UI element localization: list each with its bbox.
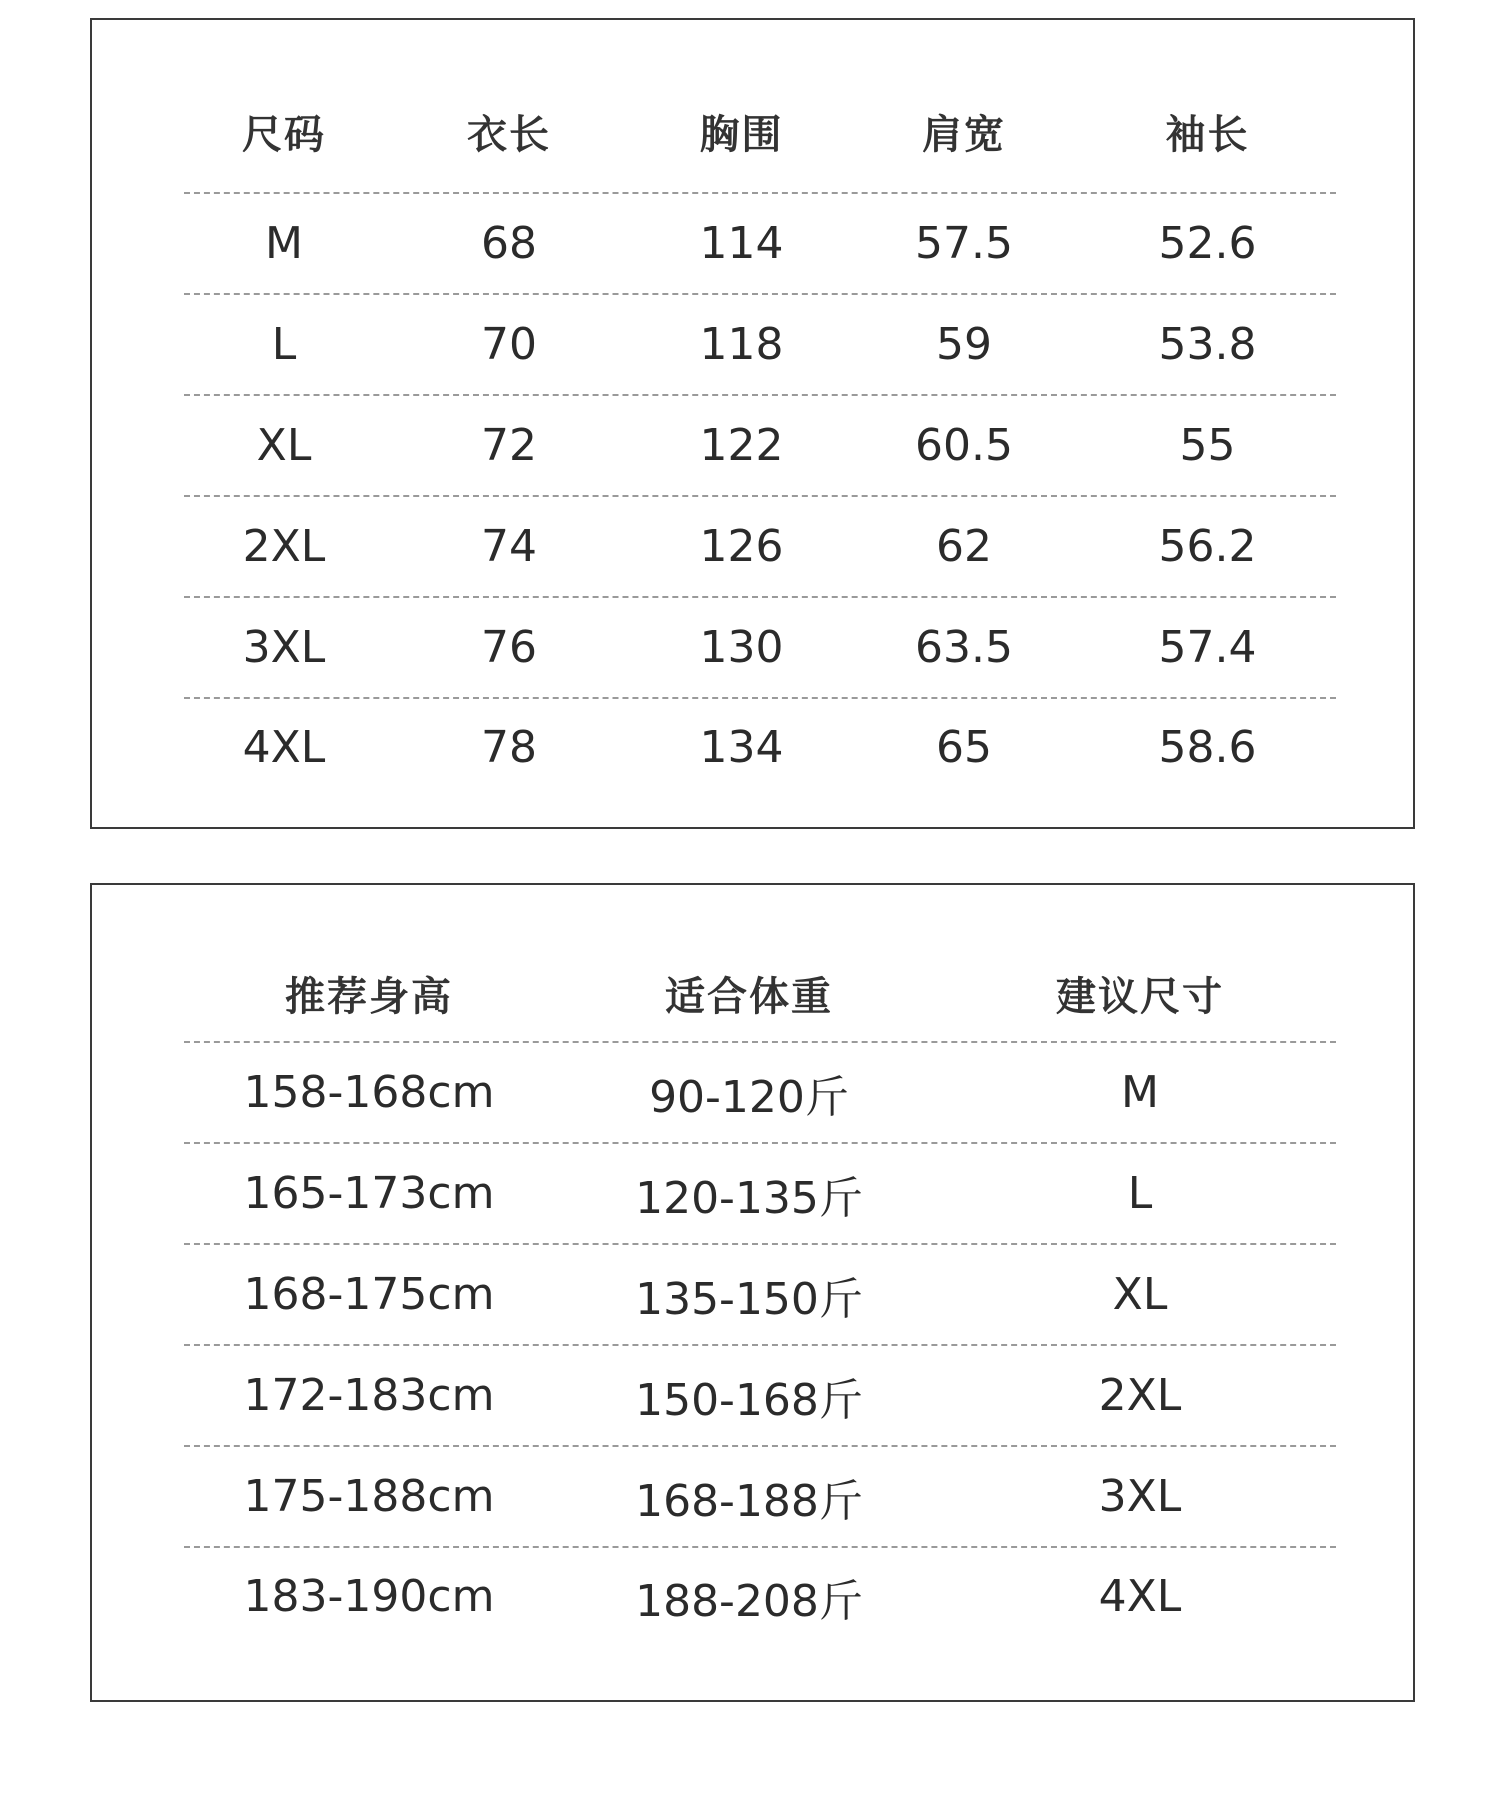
cell-shoulder: 65 bbox=[936, 722, 992, 773]
recommendation-header-row bbox=[184, 945, 1336, 1043]
cell-height: 175-188cm bbox=[243, 1471, 495, 1522]
cell-sleeve: 55 bbox=[1179, 420, 1236, 471]
header-weight: 适合体重 bbox=[665, 973, 833, 1020]
cell-weight: 168-188斤 bbox=[635, 1475, 863, 1527]
header-size: 尺码 bbox=[242, 111, 326, 158]
cell-recommended-size: 3XL bbox=[1098, 1471, 1182, 1522]
size-chart-header-row bbox=[184, 70, 1336, 194]
cell-weight: 135-150斤 bbox=[635, 1273, 863, 1325]
cell-sleeve: 56.2 bbox=[1158, 521, 1257, 572]
cell-sleeve: 53.8 bbox=[1158, 319, 1257, 370]
table-row bbox=[184, 1043, 1336, 1144]
table-row bbox=[184, 1548, 1336, 1645]
cell-length: 74 bbox=[481, 521, 537, 572]
table-row bbox=[184, 194, 1336, 295]
cell-length: 68 bbox=[481, 218, 537, 269]
cell-shoulder: 63.5 bbox=[915, 622, 1013, 673]
cell-shoulder: 59 bbox=[936, 319, 992, 370]
cell-recommended-size: 4XL bbox=[1098, 1571, 1182, 1622]
cell-size: M bbox=[265, 218, 303, 269]
table-row bbox=[184, 396, 1336, 497]
cell-length: 72 bbox=[481, 420, 537, 471]
cell-shoulder: 62 bbox=[936, 521, 992, 572]
cell-sleeve: 58.6 bbox=[1158, 722, 1257, 773]
cell-size: L bbox=[271, 319, 297, 370]
cell-weight: 150-168斤 bbox=[635, 1374, 863, 1426]
cell-chest: 130 bbox=[699, 622, 784, 673]
cell-size: 2XL bbox=[242, 521, 326, 572]
table-row bbox=[184, 1346, 1336, 1447]
header-length: 衣长 bbox=[467, 111, 551, 158]
table-row bbox=[184, 1144, 1336, 1245]
cell-chest: 118 bbox=[699, 319, 784, 370]
cell-height: 158-168cm bbox=[243, 1067, 495, 1118]
cell-size: 4XL bbox=[242, 722, 326, 773]
table-row bbox=[184, 497, 1336, 598]
cell-height: 165-173cm bbox=[243, 1168, 495, 1219]
header-chest: 胸围 bbox=[699, 111, 784, 158]
cell-shoulder: 60.5 bbox=[915, 420, 1013, 471]
header-height: 推荐身高 bbox=[285, 973, 453, 1020]
cell-chest: 122 bbox=[699, 420, 784, 471]
cell-sleeve: 57.4 bbox=[1158, 622, 1257, 673]
table-row bbox=[184, 295, 1336, 396]
cell-sleeve: 52.6 bbox=[1158, 218, 1257, 269]
cell-height: 183-190cm bbox=[243, 1571, 495, 1622]
cell-weight: 90-120斤 bbox=[649, 1071, 849, 1123]
cell-chest: 114 bbox=[699, 218, 784, 269]
header-sleeve: 袖长 bbox=[1165, 111, 1250, 158]
size-recommendation-panel bbox=[90, 883, 1415, 1702]
cell-recommended-size: XL bbox=[1112, 1269, 1168, 1320]
cell-height: 168-175cm bbox=[243, 1269, 495, 1320]
table-row bbox=[184, 598, 1336, 699]
size-chart-panel bbox=[90, 18, 1415, 829]
cell-chest: 126 bbox=[699, 521, 784, 572]
table-row bbox=[184, 1245, 1336, 1346]
table-row bbox=[184, 1447, 1336, 1548]
cell-chest: 134 bbox=[699, 722, 784, 773]
size-chart-table bbox=[184, 70, 1336, 796]
cell-size: 3XL bbox=[242, 622, 326, 673]
size-recommendation-table bbox=[184, 945, 1336, 1645]
cell-recommended-size: M bbox=[1121, 1067, 1159, 1118]
cell-length: 76 bbox=[481, 622, 537, 673]
header-shoulder: 肩宽 bbox=[922, 111, 1006, 158]
cell-weight: 120-135斤 bbox=[635, 1172, 863, 1224]
cell-size: XL bbox=[256, 420, 312, 471]
cell-length: 70 bbox=[481, 319, 537, 370]
cell-shoulder: 57.5 bbox=[915, 218, 1013, 269]
cell-length: 78 bbox=[481, 722, 537, 773]
cell-weight: 188-208斤 bbox=[635, 1575, 863, 1627]
cell-height: 172-183cm bbox=[243, 1370, 495, 1421]
cell-recommended-size: L bbox=[1127, 1168, 1153, 1219]
header-recommended-size: 建议尺寸 bbox=[1056, 973, 1224, 1020]
table-row bbox=[184, 699, 1336, 796]
cell-recommended-size: 2XL bbox=[1098, 1370, 1182, 1421]
